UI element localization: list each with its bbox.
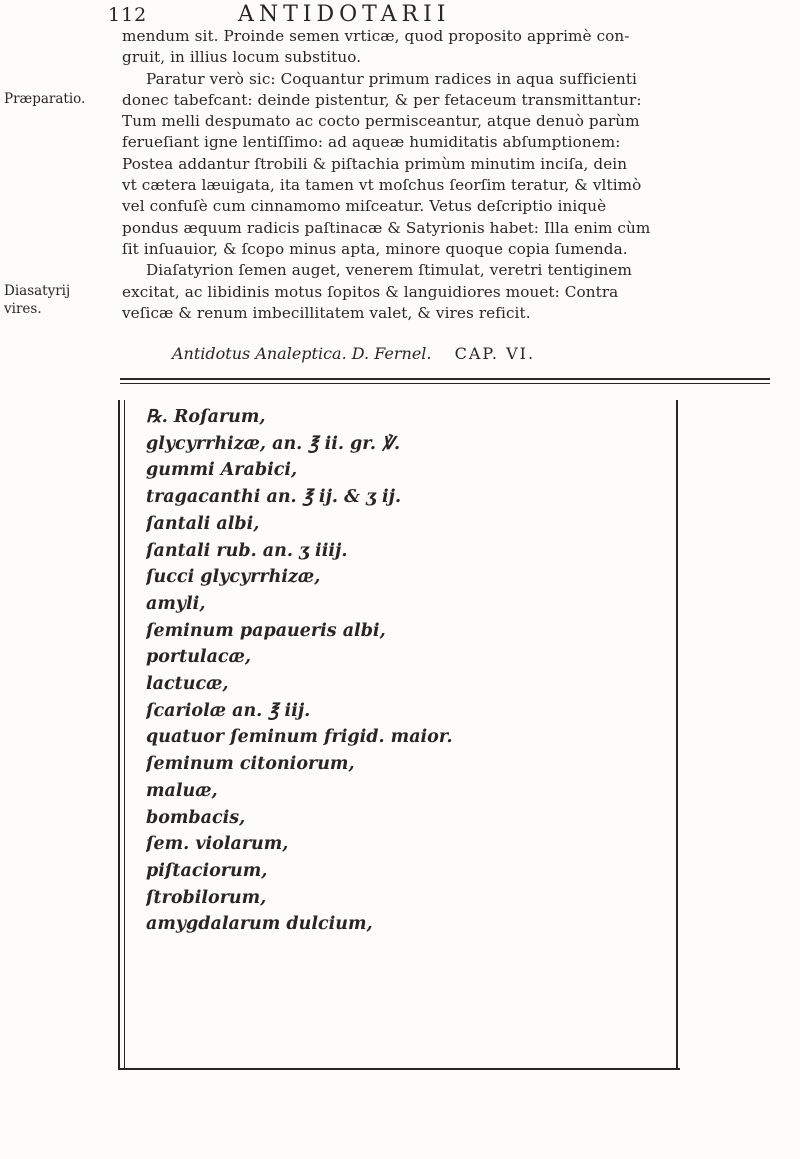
recipe-rule-left: [118, 400, 120, 1070]
body-line: gruit, in illius locum substituo.: [122, 48, 362, 67]
body-line: Postea addantur ſtrobili & piſtachia primùm minutim inciſa, dein: [122, 154, 628, 173]
recipe-item: ℞. Roſarum,: [146, 407, 266, 427]
body-line: excitat, ac libidinis motus ſopitos & languidiores mouet: Contra: [122, 282, 619, 301]
chapter-label: CAP. VI.: [454, 344, 536, 363]
recipe-item: quatuor ſeminum frigid. maior.: [146, 727, 453, 748]
recipe-item: gummi Arabici,: [146, 460, 298, 481]
body-line: veſicæ & renum imbecillitatem valet, & vires reficit.: [122, 303, 531, 322]
body-line: Paratur verò sic: Coquantur primum radices in aqua sufficienti: [146, 69, 637, 88]
recipe-item: amyli,: [146, 593, 206, 614]
margin-note-vires: vires.: [4, 301, 42, 317]
recipe-item: maluæ,: [146, 780, 218, 801]
body-line: Diaſatyrion ſemen auget, venerem ſtimulat, veretri tentiginem: [146, 261, 633, 280]
body-line: vel confuſè cum cinnamomo miſceatur. Vetus deſcriptio iniquè: [122, 197, 607, 216]
recipe-list: [146, 404, 586, 938]
body-text: [122, 26, 780, 324]
body-line: mendum sit. Proinde semen vrticæ, quod proposito apprimè con-: [122, 27, 630, 45]
page-number: 112: [108, 4, 148, 26]
recipe-item: bombacis,: [146, 807, 246, 828]
recipe-item: glycyrrhizæ, an. ℥ ii. gr. ℣.: [146, 433, 401, 454]
recipe-rule-bottom: [118, 1068, 680, 1070]
body-line: ferueſiant igne lentiſſimo: ad aqueæ humiditatis abſumptionem:: [122, 133, 621, 152]
recipe-rule-right: [676, 400, 678, 1070]
section-heading: [172, 344, 772, 363]
recipe-item: ſem. violarum,: [146, 834, 289, 855]
recipe-item: ſucci glycyrrhizæ,: [146, 567, 321, 588]
page-header: [0, 2, 800, 26]
section-title: Antidotus Analeptica. D. Fernel.: [172, 344, 432, 363]
recipe-item: ſeminum papaueris albi,: [146, 620, 386, 641]
body-line: ſit inſuauior, & ſcopo minus apta, minore quoque copia ſumenda.: [122, 239, 628, 258]
recipe-item: ſcariolæ an. ℥ iij.: [146, 700, 311, 721]
margin-note-praeparatio: Præparatio.: [4, 91, 86, 107]
recipe-item: ſantali albi,: [146, 513, 260, 534]
recipe-item: ſeminum citoniorum,: [146, 754, 355, 775]
recipe-item: ſantali rub. an. ʒ iiij.: [146, 540, 348, 561]
running-title: ANTIDOTARII: [238, 2, 451, 27]
heading-rule-bottom: [120, 383, 770, 384]
body-line: donec tabefcant: deinde pistentur, & per fetaceum transmittantur:: [122, 90, 642, 109]
margin-note-diasatyrii: Diasatyrij: [4, 283, 71, 299]
recipe-item: portulacæ,: [146, 647, 251, 668]
recipe-rule-left-inner: [124, 400, 125, 1070]
recipe-item: ſtrobilorum,: [146, 887, 267, 908]
body-line: pondus æquum radicis paſtinacæ & Satyrionis habet: Illa enim cùm: [122, 218, 651, 237]
recipe-item: lactucæ,: [146, 674, 229, 695]
body-line: vt cætera læuigata, ita tamen vt moſchus ſeorſim teratur, & vltimò: [122, 176, 642, 195]
body-line: Tum melli despumato ac cocto permisceantur, atque denuò parùm: [122, 112, 640, 131]
heading-rule-top: [120, 378, 770, 380]
recipe-item: tragacanthi an. ℥ ij. & ʒ ij.: [146, 487, 402, 508]
recipe-item: amygdalarum dulcium,: [146, 914, 373, 935]
recipe-item: piſtaciorum,: [146, 860, 268, 881]
